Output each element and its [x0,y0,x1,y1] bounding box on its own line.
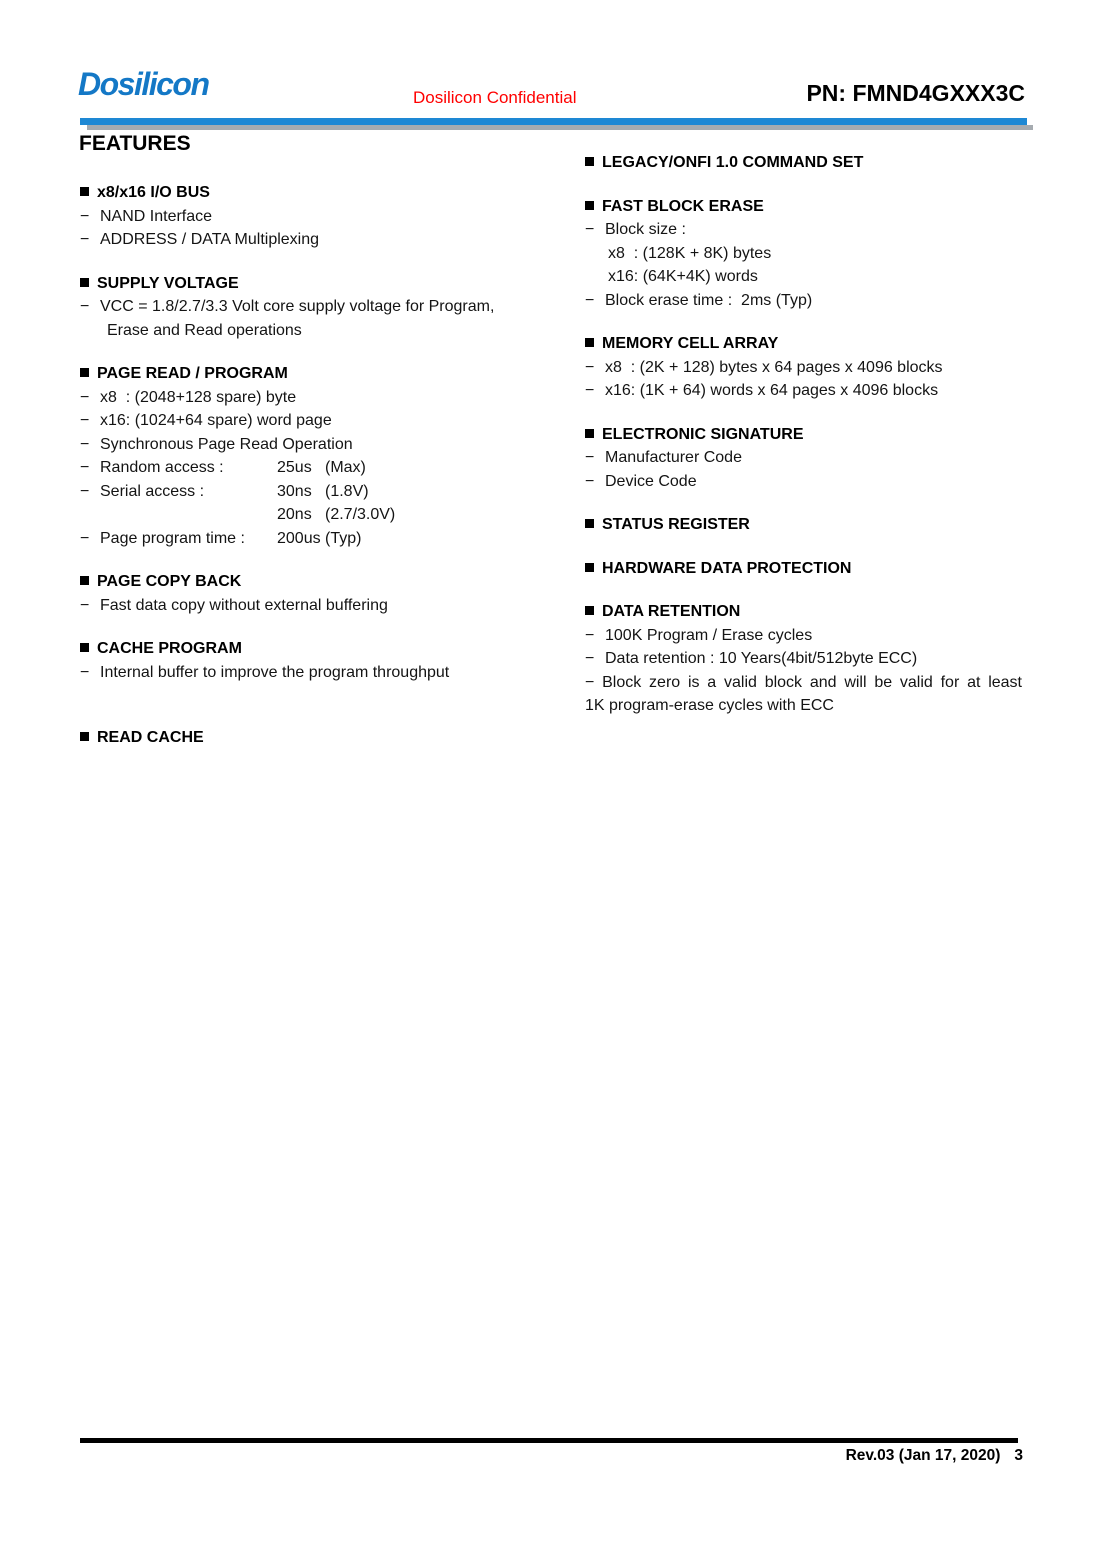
feature-item-value: 200us [277,529,321,547]
features-column-right [585,151,1022,718]
feature-section [585,513,1022,537]
feature-item [80,386,525,410]
feature-item-value: 20ns [277,506,312,523]
section-heading [585,513,1022,537]
dash-marker: − [80,435,90,453]
feature-item-label: Page program time : [100,529,245,547]
feature-item [80,409,525,433]
feature-item [80,527,525,551]
feature-item-continuation [80,319,525,343]
bullet-square-icon [80,187,89,196]
feature-item-value: 25us [277,459,312,476]
section-title: x8/x16 I/O BUS [97,184,210,201]
dash-marker: − [585,449,595,466]
section-title: ELECTRONIC SIGNATURE [602,425,804,443]
feature-item-value: 30ns [277,482,312,500]
bullet-square-icon [585,429,594,438]
footer-revision: Rev.03 (Jan 17, 2020) [845,1447,1001,1464]
section-title: HARDWARE DATA PROTECTION [602,559,852,577]
section-title: STATUS REGISTER [602,516,750,533]
section-heading [585,423,1022,447]
footer-page-number: 3 [1014,1447,1023,1464]
feature-item-text: Synchronous Page Read Operation [100,435,353,453]
section-title: SUPPLY VOLTAGE [97,274,239,292]
feature-section [80,726,525,750]
feature-section [585,600,1022,718]
footer [846,1447,1023,1465]
header-rule [80,118,1027,125]
feature-item-continuation [585,265,1022,289]
section-heading [80,726,525,750]
paragraph-line: 1K program-erase cycles with ECC [585,697,834,714]
feature-item [585,446,1022,470]
section-title: DATA RETENTION [602,603,741,620]
feature-item-text: VCC = 1.8/2.7/3.3 Volt core supply voltage for Program, [100,298,495,315]
dash-marker: − [585,291,595,309]
feature-item-note: (Max) [325,459,366,476]
feature-item-label: Random access : [100,459,224,476]
feature-item-text: x8 : (2K + 128) bytes x 64 pages x 4096 blocks [605,358,943,376]
feature-item-text: 100K Program / Erase cycles [605,626,813,644]
feature-section [585,332,1022,403]
bullet-square-icon [80,643,89,652]
confidential-label: Dosilicon Confidential [413,88,577,107]
dash-marker: − [80,231,90,248]
feature-item-label: Serial access : [100,482,205,500]
dash-marker: − [80,207,90,225]
bullet-square-icon [585,606,594,615]
feature-item [80,480,525,504]
part-number: PN: FMND4GXXX3C [806,80,1025,106]
dash-marker: − [585,382,595,399]
section-title: LEGACY/ONFI 1.0 COMMAND SET [602,154,864,171]
feature-item-text: Manufacturer Code [605,449,742,466]
section-heading [585,195,1022,219]
feature-item-text: Fast data copy without external buffering [100,596,388,614]
feature-item-text: x8 : (128K + 8K) bytes [608,244,772,262]
feature-item [80,661,525,685]
dash-marker: − [80,388,90,406]
section-heading [80,181,525,205]
feature-item-text: x16: (1024+64 spare) word page [100,412,332,429]
section-heading [80,637,525,661]
feature-section [585,151,1022,175]
section-heading [80,362,525,386]
feature-item-note: (Typ) [325,529,362,547]
bullet-square-icon [585,201,594,210]
feature-item-text: Data retention : 10 Years(4bit/512byte ECC) [605,650,918,667]
section-title: READ CACHE [97,729,204,746]
feature-item-text: Internal buffer to improve the program throughput [100,663,450,681]
feature-item-text: x16: (1K + 64) words x 64 pages x 4096 blocks [605,382,939,399]
feature-item [585,379,1022,403]
section-title: FAST BLOCK ERASE [602,197,764,215]
feature-section [80,570,525,617]
dash-marker: − [80,663,90,681]
feature-item-continuation [585,242,1022,266]
section-heading [585,600,1022,624]
feature-item [80,295,525,319]
feature-item [80,205,525,229]
dash-marker: − [80,482,90,500]
dash-marker: − [585,650,595,667]
dash-marker: − [585,221,595,238]
dosilicon-logo: Dosilicon [78,66,209,102]
dash-marker: − [80,596,90,614]
feature-item-note: (2.7/3.0V) [325,506,396,523]
section-heading [585,332,1022,356]
feature-item-label [100,503,277,527]
dash-marker: − [585,472,595,490]
feature-item [585,470,1022,494]
feature-section [80,272,525,343]
feature-item-text: NAND Interface [100,207,213,225]
dash-marker: − [80,412,90,429]
section-heading [80,272,525,296]
feature-item [585,647,1022,671]
feature-item [80,456,525,480]
bullet-square-icon [585,157,594,166]
feature-item-text: ADDRESS / DATA Multiplexing [100,231,320,248]
feature-section [585,195,1022,313]
feature-section [80,181,525,252]
bullet-square-icon [585,519,594,528]
section-title: PAGE COPY BACK [97,573,242,590]
feature-section [80,362,525,550]
section-heading [80,570,525,594]
feature-item [80,228,525,252]
bullet-square-icon [80,278,89,287]
bullet-square-icon [585,338,594,347]
feature-section [585,423,1022,494]
feature-section [80,637,525,684]
dash-marker [80,503,100,527]
section-title: CACHE PROGRAM [97,640,242,657]
feature-item [80,594,525,618]
feature-item [585,356,1022,380]
bullet-square-icon [585,563,594,572]
feature-item-note: (1.8V) [325,482,369,500]
feature-item-text: Device Code [605,472,697,490]
footer-rule [80,1438,1018,1443]
dash-marker: − [80,298,90,315]
section-title: PAGE READ / PROGRAM [97,365,288,382]
bullet-square-icon [80,732,89,741]
section-heading [585,557,1022,581]
feature-item [80,433,525,457]
feature-item-text: Block size : [605,221,691,238]
feature-item [585,218,1022,242]
page-title: FEATURES [79,132,191,155]
section-heading [585,151,1022,175]
feature-paragraph [585,671,1022,718]
bullet-square-icon [80,576,89,585]
dash-marker: − [585,626,595,644]
feature-section [585,557,1022,581]
feature-item-text: Block erase time : 2ms (Typ) [605,291,813,309]
feature-item [585,624,1022,648]
feature-item-text: x8 : (2048+128 spare) byte [100,388,297,406]
feature-item-text: Erase and Read operations [107,321,302,339]
features-column-left [80,181,525,750]
dash-marker: − [80,529,90,547]
bullet-square-icon [80,368,89,377]
feature-item [585,289,1022,313]
header-rule-shadow [87,125,1033,130]
section-title: MEMORY CELL ARRAY [602,335,779,352]
paragraph-line: − Block zero is a valid block and will be valid for at least [585,673,1022,691]
dash-marker: − [80,459,90,476]
feature-item-text: x16: (64K+4K) words [608,268,758,285]
feature-item [80,503,525,527]
dash-marker: − [585,358,595,376]
